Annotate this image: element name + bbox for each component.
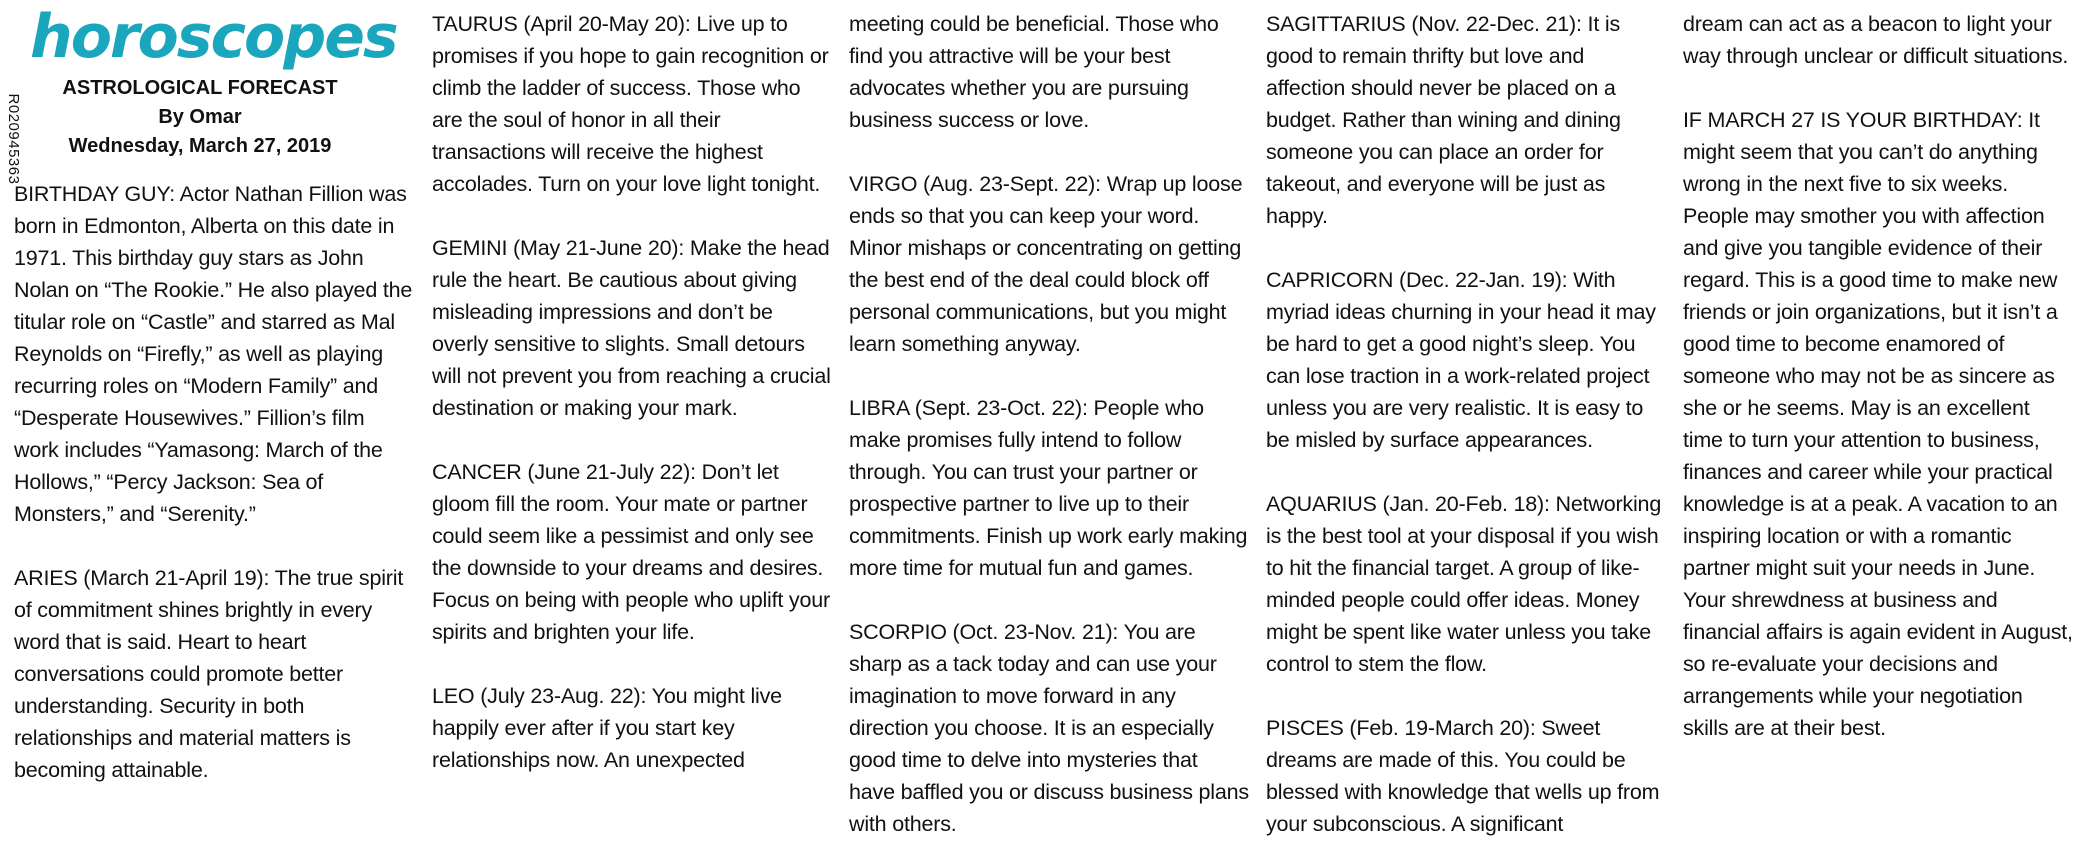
taurus-paragraph: TAURUS (April 20-May 20): Live up to promises if you hope to gain recognition or climb the ladder of success. Those who are the soul of honor in all their transactions will receive the highest accolades. Turn on your love light tonight.	[432, 12, 829, 196]
column-3	[849, 8, 1249, 840]
side-code: R020945363	[5, 93, 22, 185]
column-2	[432, 8, 832, 776]
capricorn-paragraph: CAPRICORN (Dec. 22-Jan. 19): With myriad ideas churning in your head it may be hard to get a good night’s sleep. You can lose traction in a work-related project unless you are very realistic. It is easy to be misled by surface appearances.	[1266, 268, 1656, 452]
column-4	[1266, 8, 1666, 840]
masthead	[30, 0, 397, 161]
byline: By Omar	[158, 106, 242, 128]
column-5	[1683, 8, 2073, 744]
aquarius-paragraph: AQUARIUS (Jan. 20-Feb. 18): Networking is the best tool at your disposal if you wish to hit the financial target. A group of like-minded people could offer ideas. Money might be spent like water unless you take control to stem the flow.	[1266, 492, 1662, 676]
pisces-paragraph: PISCES (Feb. 19-March 20): Sweet dreams are made of this. You could be blessed with knowledge that wells up from your subconscious. A significant	[1266, 716, 1660, 836]
aries-paragraph: ARIES (March 21-April 19): The true spirit of commitment shines brightly in every word that is said. Heart to heart conversations could promote better understanding. Security in both relationships and material matters is becoming attainable.	[14, 566, 404, 782]
section-title: ASTROLOGICAL FORECAST	[62, 77, 338, 99]
birthday-guy-paragraph: BIRTHDAY GUY: Actor Nathan Fillion was born in Edmonton, Alberta on this date in 1971. This birthday guy stars as John Nolan on “The Rookie.” He also played the titular role on “Castle” and starred as Mal Reynolds on “Firefly,” as well as playing recurring roles on “Modern Family” and “Desperate Housewives.” Fillion’s film work includes “Yamasong: March of the Hollows,” “Percy Jackson: Sea of Monsters,” and “Serenity.”	[14, 182, 413, 526]
libra-paragraph: LIBRA (Sept. 23-Oct. 22): People who make promises fully intend to follow through. You can trust your partner or prospective partner to live up to their commitments. Finish up work early making more time for mutual fun and games.	[849, 396, 1248, 580]
leo-continued-paragraph: meeting could be beneficial. Those who find you attractive will be your best advocates whether you are pursuing business success or love.	[849, 12, 1219, 132]
issue-date: Wednesday, March 27, 2019	[68, 135, 332, 157]
virgo-paragraph: VIRGO (Aug. 23-Sept. 22): Wrap up loose ends so that you can keep your word. Minor mishaps or concentrating on getting the best end of the deal could block off personal communications, but you might learn something anyway.	[849, 172, 1243, 356]
pisces-continued-paragraph: dream can act as a beacon to light your way through unclear or difficult situations.	[1683, 12, 2069, 68]
cancer-paragraph: CANCER (June 21-July 22): Don’t let gloom fill the room. Your mate or partner could seem like a pessimist and only see the downside to your dreams and desires. Focus on being with people who uplift your spirits and brighten your life.	[432, 460, 830, 644]
sagittarius-paragraph: SAGITTARIUS (Nov. 22-Dec. 21): It is good to remain thrifty but love and affection should never be placed on a budget. Rather than wining and dining someone you can place an order for takeout, and everyone will be just as happy.	[1266, 12, 1621, 228]
leo-paragraph: LEO (July 23-Aug. 22): You might live happily ever after if you start key relationships now. An unexpected	[432, 684, 782, 772]
horoscopes-logo: horoscopes	[30, 2, 397, 72]
column-1	[14, 178, 414, 786]
gemini-paragraph: GEMINI (May 21-June 20): Make the head rule the heart. Be cautious about giving misleading impressions and don’t be overly sensitive to slights. Small detours will not prevent you from reaching a crucial destination or making your mark.	[432, 236, 831, 420]
scorpio-paragraph: SCORPIO (Oct. 23-Nov. 21): You are sharp as a tack today and can use your imagination to move forward in any direction you choose. It is an especially good time to delve into mysteries that have baffled you or discuss business plans with others.	[849, 620, 1249, 836]
birthday-forecast-paragraph: IF MARCH 27 IS YOUR BIRTHDAY: It might seem that you can’t do anything wrong in the next five to six weeks. People may smother you with affection and give you tangible evidence of their regard. This is a good time to make new friends or join organizations, but it isn’t a good time to become enamored of someone who may not be as sincere as she or he seems. May is an excellent time to turn your attention to business, finances and career while your practical knowledge is at a peak. A vacation to an inspiring location or with a romantic partner might suit your needs in June. Your shrewdness at business and financial affairs is again evident in August, so re-evaluate your decisions and arrangements while your negotiation skills are at their best.	[1683, 108, 2073, 740]
